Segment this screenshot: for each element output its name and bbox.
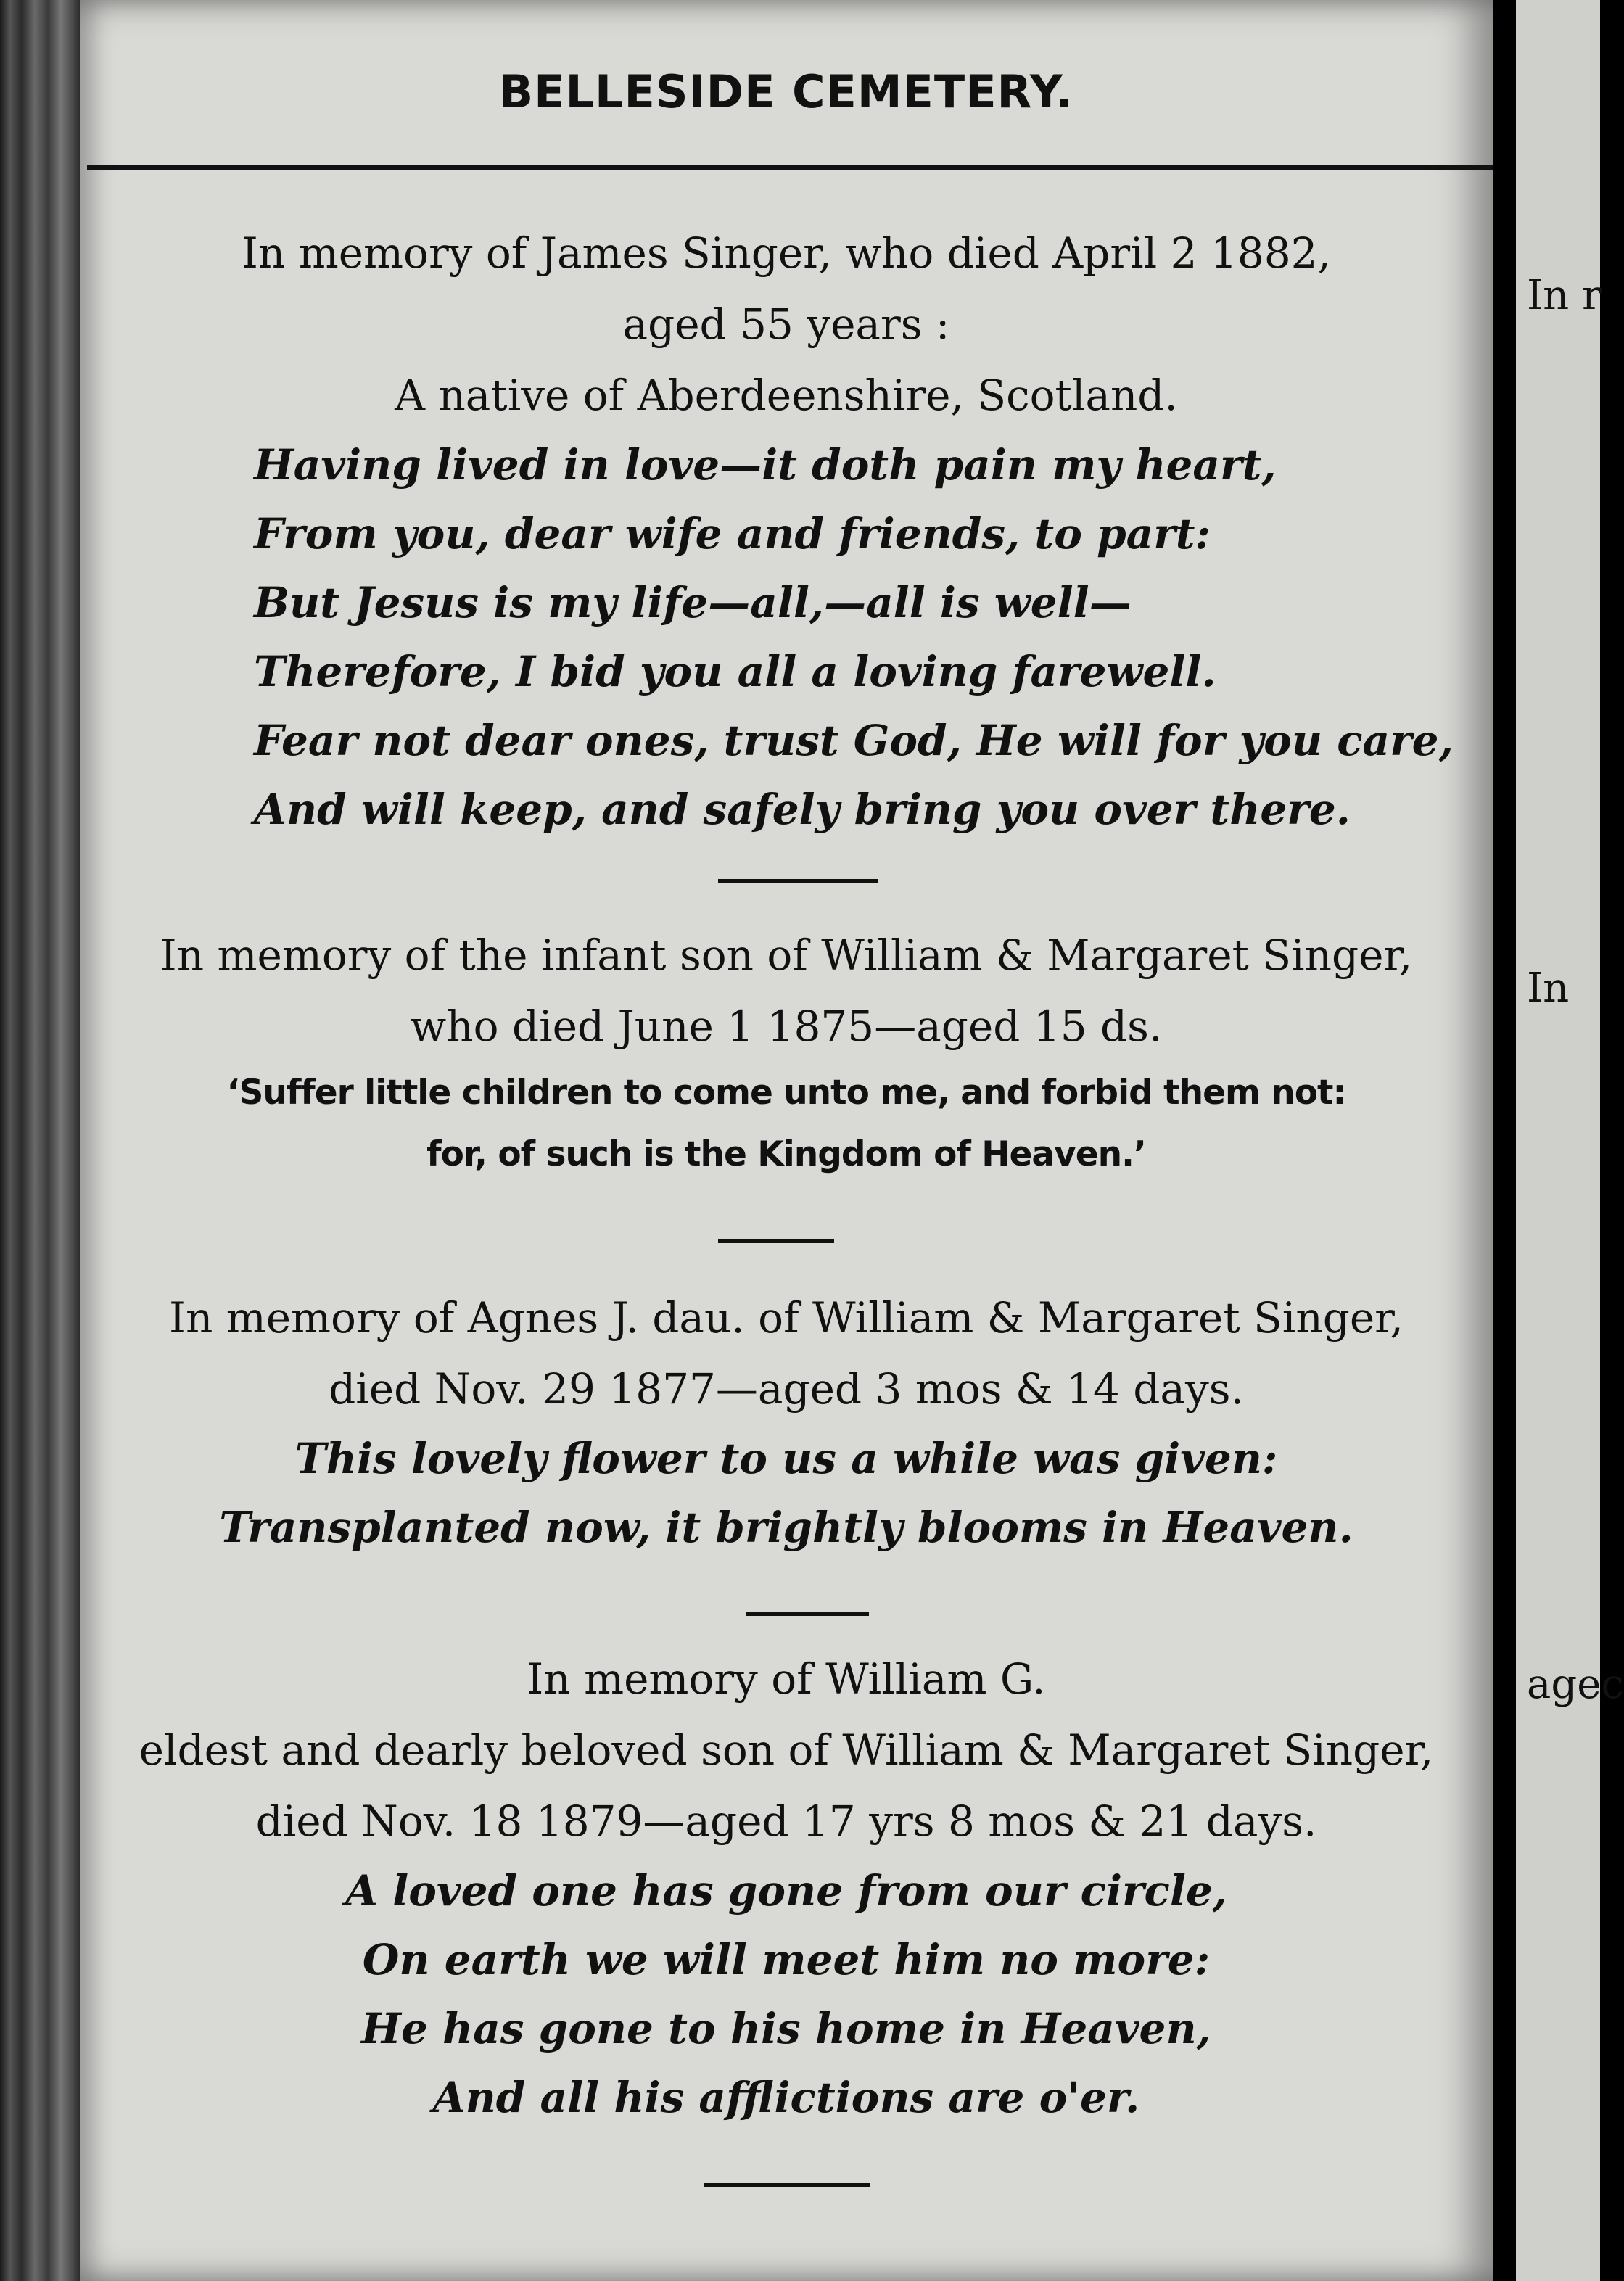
epitaph-verse-line: On earth we will meet him no more:	[362, 1935, 1211, 1984]
epitaph-verse-line: Transplanted now, it brightly blooms in Heaven.	[219, 1503, 1353, 1552]
page-header-title: BELLESIDE CEMETERY.	[498, 65, 1074, 118]
adjacent-page-fragment: In	[1527, 965, 1570, 1012]
section-divider	[718, 879, 878, 883]
epitaph-verse-line: And will keep, and safely bring you over there.	[254, 785, 1351, 834]
epitaph-heading-line: aged 55 years :	[622, 300, 950, 349]
epitaph-agnes-j	[80, 1282, 1493, 1562]
epitaph-heading-line: In memory of Agnes J. dau. of William & Margaret Singer,	[169, 1293, 1404, 1342]
epitaph-verse-line: But Jesus is my life—all,—all is well—	[254, 578, 1132, 627]
section-divider	[746, 1612, 869, 1616]
adjacent-page	[1516, 0, 1600, 2281]
header-rule	[87, 165, 1493, 170]
epitaph-verse-line: He has gone to his home in Heaven,	[361, 2004, 1211, 2053]
epitaph-heading-line: In memory of the infant son of William & Margaret Singer,	[160, 931, 1413, 980]
epitaph-verse-line: From you, dear wife and friends, to part:	[254, 509, 1211, 558]
epitaph-heading-line: In memory of William G.	[527, 1654, 1046, 1704]
epitaph-verse-line: Therefore, I bid you all a loving farewell.	[254, 647, 1216, 696]
epitaph-william-g	[80, 1643, 1493, 2132]
epitaph-verse-line: This lovely flower to us a while was given:	[294, 1434, 1278, 1483]
page-gutter	[1493, 0, 1516, 2281]
epitaph-james-singer	[80, 218, 1493, 844]
epitaph-heading-line: who died June 1 1875—aged 15 ds.	[410, 1002, 1163, 1051]
section-divider	[718, 1239, 834, 1243]
adjacent-page-fragment: agec	[1527, 1661, 1624, 1708]
epitaph-heading-line: died Nov. 29 1877—aged 3 mos & 14 days.	[329, 1364, 1244, 1414]
epitaph-verse-line: Fear not dear ones, trust God, He will for you care,	[254, 716, 1454, 765]
epitaph-verse-line: Having lived in love—it doth pain my heart,	[254, 440, 1277, 490]
adjacent-page-fragment: In r	[1527, 272, 1602, 319]
epitaph-infant-son	[80, 920, 1493, 1185]
book-page	[80, 0, 1493, 2281]
epitaph-verse-line: A loved one has gone from our circle,	[345, 1866, 1228, 1915]
book-spine-edge	[0, 0, 80, 2281]
epitaph-heading-line: In memory of James Singer, who died April 2 1882,	[242, 228, 1331, 278]
epitaph-verse-line: And all his afflictions are o'er.	[432, 2073, 1140, 2122]
epitaph-scripture-line: for, of such is the Kingdom of Heaven.’	[426, 1134, 1146, 1174]
epitaph-heading-line: A native of Aberdeenshire, Scotland.	[395, 371, 1178, 420]
epitaph-heading-line: died Nov. 18 1879—aged 17 yrs 8 mos & 21 days.	[255, 1797, 1317, 1846]
section-divider	[704, 2183, 870, 2187]
epitaph-scripture-line: ‘Suffer little children to come unto me, and forbid them not:	[226, 1073, 1346, 1113]
epitaph-heading-line: eldest and dearly beloved son of William & Margaret Singer,	[139, 1725, 1434, 1775]
